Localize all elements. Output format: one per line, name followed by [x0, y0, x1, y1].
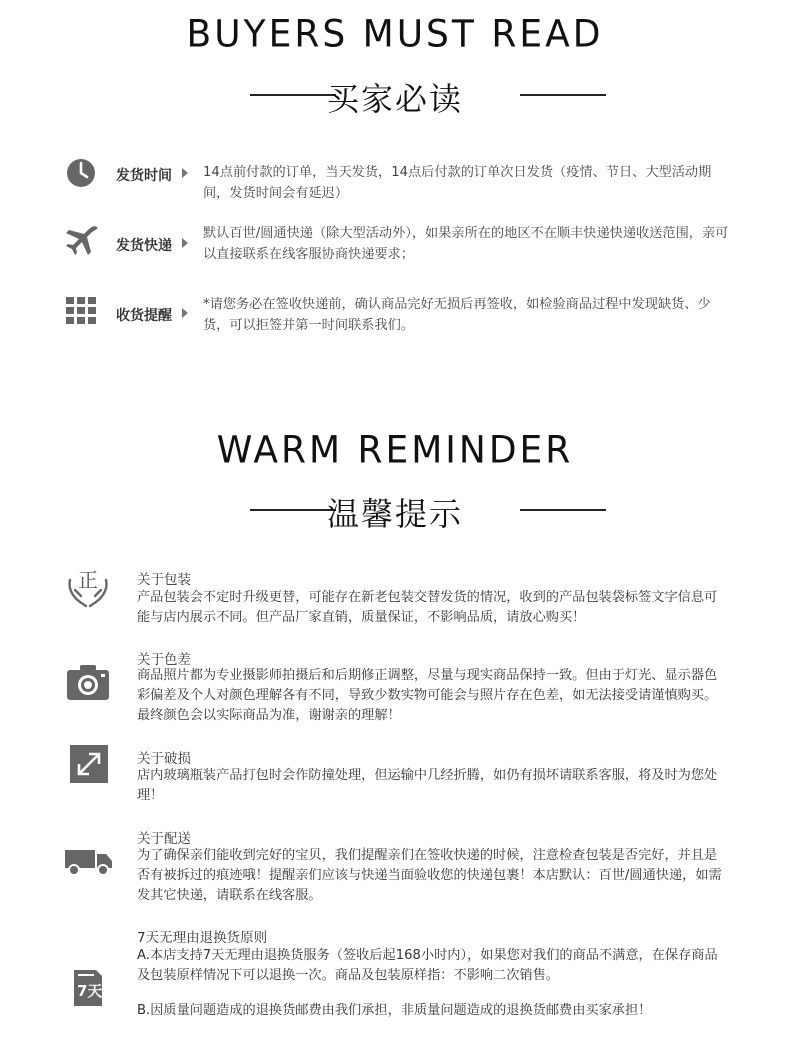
package-glyph: 正: [78, 568, 98, 592]
return-heading: 7天无理由退换货原则: [137, 930, 268, 946]
buyers-title-cn: 买家必读: [326, 80, 463, 118]
chevron-right-icon: [182, 238, 188, 248]
packaging-heading: 关于包装: [137, 572, 191, 588]
reminder-title-row: [0, 489, 790, 533]
return-text-a: A.本店支持7天无理由退换货服务（签收后起168小时内），如果您对我们的商品不满意，在保存商品及包装原样情况下可以退换一次。商品及包装原样指：不影响二次销售。: [137, 948, 718, 983]
delivery-text: 为了确保亲们能收到完好的宝贝，我们提醒亲们在签收快递的时候，注意检查包装是否完好，并且是否有被拆过的痕迹哦！提醒亲们应该与快递当面验收您的快递包裹！本店默认：百世/圆通快递，如需发其它快递，请联系在线客服。: [137, 848, 722, 903]
chevron-right-icon: [182, 308, 188, 318]
receipt-reminder-label: 收货提醒: [116, 308, 172, 324]
clock-icon: [66, 158, 96, 188]
color-heading: 关于色差: [137, 652, 191, 668]
camera-icon: [67, 664, 109, 700]
courier-label: 发货快递: [116, 238, 172, 254]
chevron-right-icon: [182, 168, 188, 178]
seven-days-glyph: 7天: [77, 982, 103, 1000]
packaging-text: 产品包装会不定时升级更替，可能存在新老包装交替发货的情况，收到的产品包装袋标签文字信息可能与店内展示不同。但产品厂家直销，质量保证，不影响品质，请放心购买！: [137, 590, 718, 625]
buyers-title-en: BUYERS MUST READ: [186, 12, 604, 57]
seven-days-icon: [72, 968, 104, 1008]
broken-arrow-icon: [70, 745, 108, 783]
grid-icon: [66, 297, 96, 325]
shipping-time-text: 14点前付款的订单，当天发货，14点后付款的订单次日发货（疫情、节日、大型活动期间，发货时间会有延迟）: [203, 165, 712, 201]
airplane-icon: [64, 224, 100, 258]
truck-icon: [65, 848, 113, 876]
shipping-time-label: 发货时间: [116, 168, 172, 184]
reminder-title-en: WARM REMINDER: [216, 428, 574, 473]
title-divider-right: [520, 509, 606, 511]
delivery-heading: 关于配送: [137, 831, 191, 847]
reminder-title-cn: 温馨提示: [326, 495, 463, 533]
return-text-b: B.因质量问题造成的退换货邮费由我们承担，非质量问题造成的退换货邮费由买家承担！: [137, 1003, 652, 1018]
damage-heading: 关于破损: [137, 751, 191, 767]
package-hands-icon: [66, 566, 110, 608]
color-text: 商品照片都为专业摄影师拍摄后和后期修正调整，尽量与现实商品保持一致。但由于灯光、显示器色彩偏差及个人对颜色理解各有不同，导致少数实物可能会与照片存在色差，如无法接受请谨慎购买。最终颜色会以实际商品为准，谢谢亲的理解！: [137, 668, 718, 723]
damage-text: 店内玻璃瓶装产品打包时会作防撞处理，但运输中几经折腾，如仍有损坏请联系客服，将及时为您处理！: [137, 768, 718, 803]
buyers-title-row: [0, 74, 790, 118]
title-divider-right: [520, 94, 606, 96]
courier-text: 默认百世/圆通快递（除大型活动外），如果亲所在的地区不在顺丰快递快递收送范围，亲可以直接联系在线客服协商快递要求；: [203, 226, 729, 262]
receipt-reminder-text: *请您务必在签收快递前，确认商品完好无损后再签收，如检验商品过程中发现缺货、少货，可以拒签并第一时间联系我们。: [203, 297, 711, 333]
